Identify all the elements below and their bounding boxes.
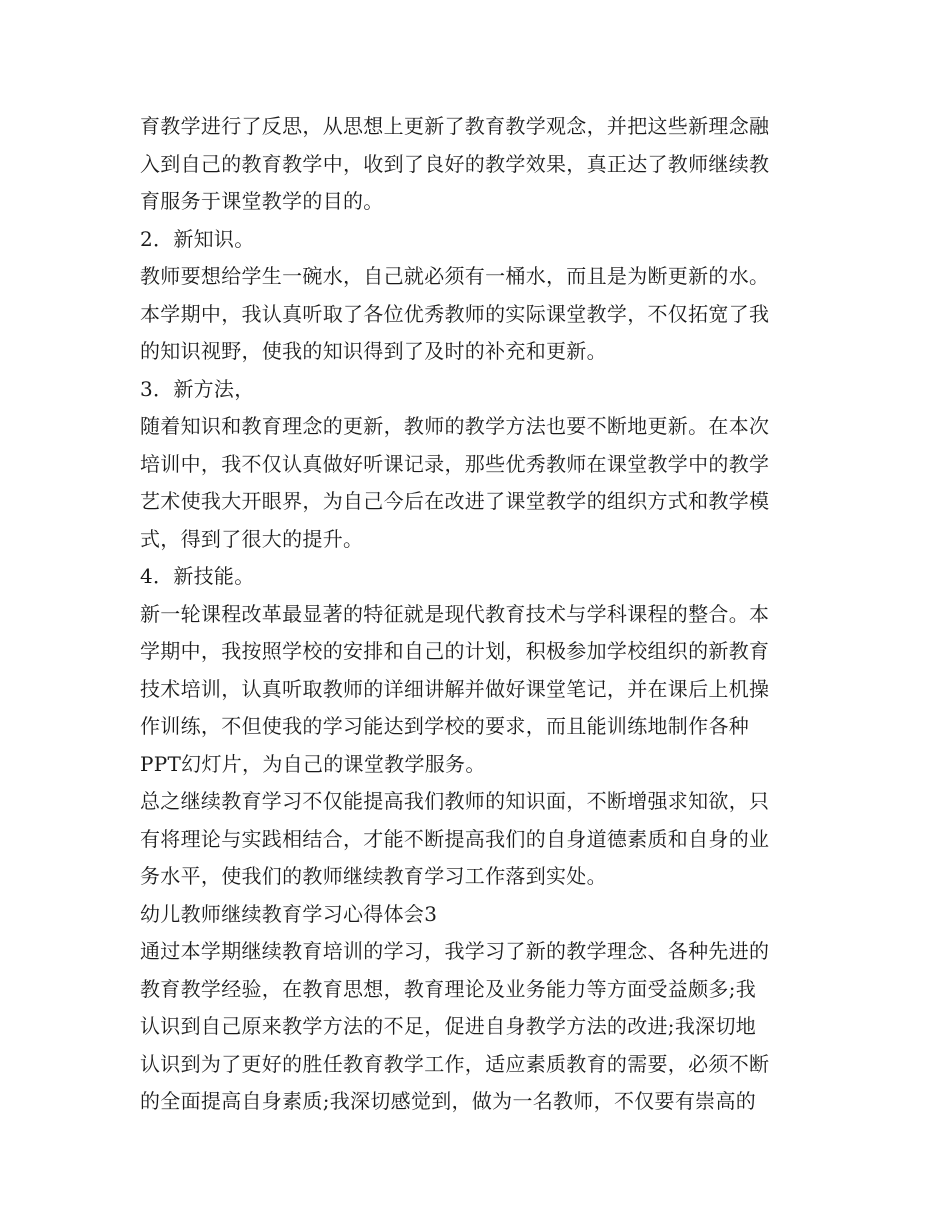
text-line: 认识到自己原来教学方法的不足，促进自身教学方法的改进;我深切地 [140,1014,757,1038]
text-line: 育服务于课堂教学的目的。 [140,189,384,213]
text-line: 艺术使我大开眼界，为自己今后在改进了课堂教学的组织方式和教学模 [140,489,770,513]
text-line: 新一轮课程改革最显著的特征就是现代教育技术与学科课程的整合。本 [140,601,770,626]
text-line: 认识到为了更好的胜任教育教学工作，适应素质教育的需要，必须不断 [140,1051,770,1076]
text-line: 的知识视野，使我的知识得到了及时的补充和更新。 [140,339,607,363]
section-heading: 2．新知识。 [140,226,255,251]
text-line: 育教学进行了反思，从思想上更新了教育教学观念，并把这些新理念融 [140,114,770,138]
text-line: 教师要想给学生一碗水，自己就必须有一桶水，而且是为断更新的水。 [140,264,770,288]
article-title: 幼儿教师继续教育学习心得体会3 [140,901,438,926]
text-line: 通过本学期继续教育培训的学习，我学习了新的教学理念、各种先进的 [140,939,770,963]
text-line: 教育教学经验，在教育思想，教育理论及业务能力等方面受益颇多;我 [140,976,757,1001]
text-line: 培训中，我不仅认真做好听课记录，那些优秀教师在课堂教学中的教学 [140,451,770,476]
text-line: 作训练，不但使我的学习能达到学校的要求，而且能训练地制作各种 [140,714,749,738]
text-line: 入到自己的教育教学中，收到了良好的教学效果，真正达了教师继续教 [140,151,770,176]
text-line: PPT幻灯片，为自己的课堂教学服务。 [140,751,486,776]
section-heading: 3．新方法， [140,376,255,401]
section-heading: 4．新技能。 [140,564,255,588]
text-line: 式，得到了很大的提升。 [140,526,364,551]
text-line: 技术培训，认真听取教师的详细讲解并做好课堂笔记，并在课后上机操 [140,676,770,701]
text-line: 学期中，我按照学校的安排和自己的计划，积极参加学校组织的新教育 [140,639,770,663]
text-line: 随着知识和教育理念的更新，教师的教学方法也要不断地更新。在本次 [140,414,770,438]
text-line: 的全面提高自身素质;我深切感觉到，做为一名教师，不仅要有崇高的 [140,1089,757,1113]
text-line: 务水平，使我们的教师继续教育学习工作落到实处。 [140,864,607,888]
text-line: 有将理论与实践相结合，才能不断提高我们的自身道德素质和自身的业 [140,826,770,851]
text-line: 本学期中，我认真听取了各位优秀教师的实际课堂教学，不仅拓宽了我 [140,301,770,326]
text-line: 总之继续教育学习不仅能提高我们教师的知识面，不断增强求知欲，只 [140,789,770,813]
document-body [140,108,816,1121]
